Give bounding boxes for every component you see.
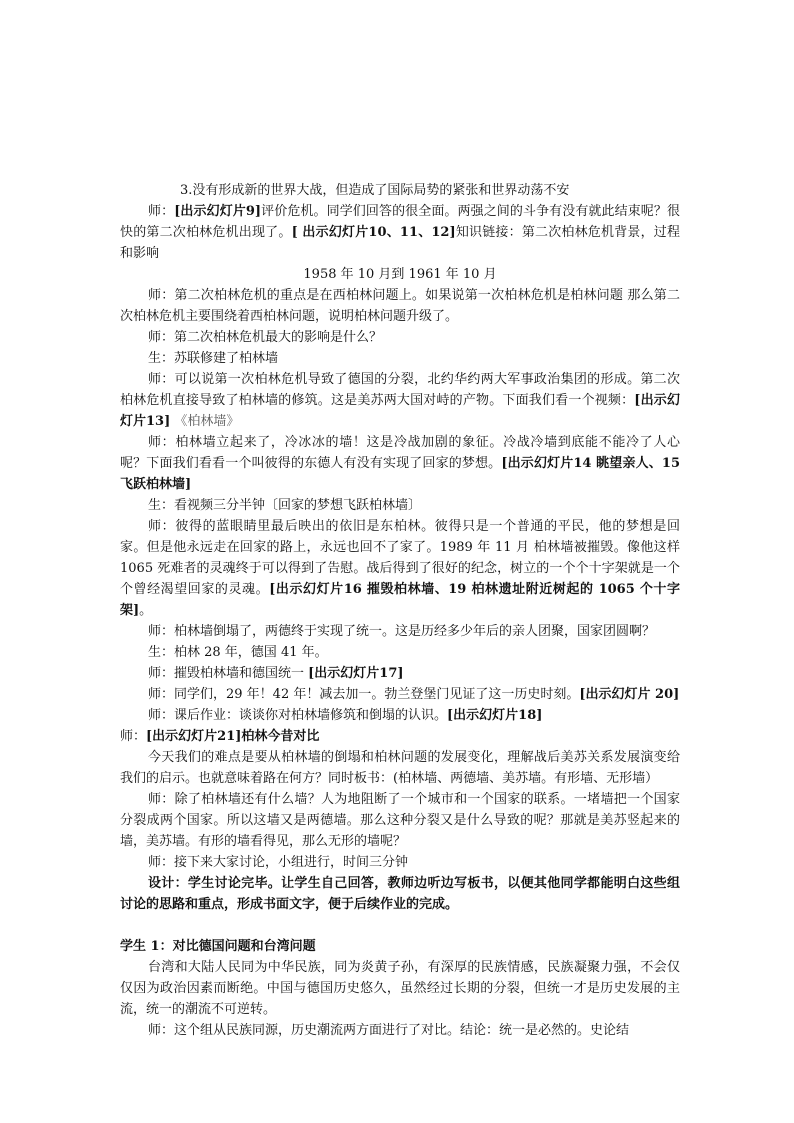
paragraph-second-crisis-focus <box>120 285 680 327</box>
slide-cue: [ 出示幻灯片10、11、12] <box>291 225 456 240</box>
paragraph-other-walls <box>120 789 680 852</box>
text-run: 学生 1：对比德国问题和台湾问题 <box>120 939 316 954</box>
text-run: 3.没有形成新的世界大战，但造成了国际局势的紧张和世界动荡不安 <box>180 183 570 198</box>
text-run: 1958 年 10 月到 1961 年 10 月 <box>303 267 497 282</box>
text-run: 师：第二次柏林危机最大的影响是什么？ <box>148 330 383 345</box>
text-run: 设计：学生讨论完毕。让学生自己回答，教师边听边写板书，以便其他同学都能明白这些组讨论的思路和重点，形成书面文字，便于后续作业的完成。 <box>120 876 680 912</box>
slide-cue: [出示幻灯片16 摧毁柏林墙、19 柏林遗址附近树起的 1065 个十字架] <box>120 582 680 618</box>
text-run: 台湾和大陆人民同为中华民族，同为炎黄子孙，有深厚的民族情感，民族凝聚力强，不会仅仅因为政治因素而断绝。中国与德国历史悠久，虽然经过长期的分裂，但统一才是历史发展的主流，统一的潮流不可逆转。 <box>120 960 680 1017</box>
slide-cue: [出示幻灯片18] <box>447 708 543 723</box>
paragraph-watch-video <box>120 495 680 516</box>
text-run: 师： <box>148 204 175 219</box>
text-run: 师：接下来大家讨论，小组进行，时间三分钟 <box>148 855 409 870</box>
text-run: 师：除了柏林墙还有什么墙？人为地阻断了一个城市和一个国家的联系。一堵墙把一个国家分裂成两个国家。所以这墙又是两德墙。那么这种分裂又是什么导致的呢？那就是美苏竖起来的墙，美苏墙。有形的墙看得见，那么无形的墙呢？ <box>120 792 680 849</box>
paragraph-destroy-wall <box>120 663 680 684</box>
paragraph-teacher-conclusion <box>120 1020 680 1041</box>
paragraph-difficulty <box>120 747 680 789</box>
paragraph-student-answer-wall <box>120 348 680 369</box>
text-run: 生：苏联修建了柏林墙 <box>148 351 279 366</box>
text-run: 知识链接：第二次柏林危机背景，过程和影响 <box>120 225 680 261</box>
paragraph-impact-3 <box>120 180 680 201</box>
text-run: 师：课后作业：谈谈你对柏林墙修筑和倒塌的认识。 <box>148 708 448 723</box>
paragraph-video-intro <box>120 369 680 432</box>
date-range <box>120 264 680 285</box>
text-run: 师：可以说第一次柏林危机导致了德国的分裂，北约华约两大军事政治集团的形成。第二次柏林危机直接导致了柏林墙的修筑。这是美苏两大国对峙的产物。下面我们看一个视频： <box>120 372 680 408</box>
slide-cue: [出示幻灯片14 眺望亲人、15 飞跃柏林墙] <box>120 456 680 492</box>
slide-cue: [出示幻灯片21]柏林今昔对比 <box>146 729 320 744</box>
text-run: 师：彼得的蓝眼睛里最后映出的依旧是东柏林。彼得只是一个普通的平民，他的梦想是回家。但是他永远走在回家的路上，永远也回不了家了。1989 年 11 月 柏林墙被摧毁。像他这样 1065 死难者的灵魂终于可以得到了告慰。战后得到了很好的纪念，树立的一个个十字架就是一个个曾经渴望回家的灵魂。 <box>120 519 680 597</box>
paragraph-design-note <box>120 873 680 915</box>
text-run: 师：柏林墙立起来了，冷冰冰的墙！这是冷战加剧的象征。冷战冷墙到底能不能冷了人心呢？下面我们看看一个叫彼得的东德人有没有实现了回家的梦想。 <box>120 435 680 471</box>
text-run: 师：这个组从民族同源，历史潮流两方面进行了对比。结论：统一是必然的。史论结 <box>148 1023 630 1038</box>
paragraph-discussion <box>120 852 680 873</box>
text-run: 师：第二次柏林危机的重点是在西柏林问题上。如果说第一次柏林危机是柏林问题 那么第二次柏林危机主要围绕着西柏林问题，说明柏林问题升级了。 <box>120 288 680 324</box>
text-run: 师： <box>120 729 147 744</box>
paragraph-homework <box>120 705 680 726</box>
text-run: 今天我们的难点是要从柏林墙的倒塌和柏林问题的发展变化，理解战后美苏关系发展演变给我们的启示。也就意味着路在何方？同时板书：(柏林墙、两德墙、美苏墙。有形墙、无形墙） <box>120 750 680 786</box>
slide-cue: [出示幻灯片 20] <box>579 687 680 702</box>
paragraph-question-impact <box>120 327 680 348</box>
paragraph-student1-heading <box>120 936 680 957</box>
slide-cue: [出示幻灯片17] <box>308 666 404 681</box>
paragraph-wall-symbol <box>120 432 680 495</box>
text-run: 生：看视频三分半钟〔回家的梦想飞跃柏林墙〕 <box>148 498 422 513</box>
text-run: 师：摧毁柏林墙和德国统一 <box>148 666 309 681</box>
slide-cue: [出示幻灯片13] <box>120 393 680 429</box>
video-title: 《柏林墙》 <box>170 414 240 429</box>
text-run: 生：柏林 28 年，德国 41 年。 <box>148 645 328 660</box>
text-run: 。 <box>139 603 153 618</box>
paragraph-peter-story <box>120 516 680 621</box>
text-run: 师：同学们，29 年！42 年！减去加一。勃兰登堡门见证了这一历史时刻。 <box>148 687 580 702</box>
paragraph-reunification <box>120 621 680 642</box>
paragraph-then-now <box>120 726 680 747</box>
document-page <box>120 180 680 1041</box>
paragraph-evaluate-crisis <box>120 201 680 264</box>
paragraph-brandenburg <box>120 684 680 705</box>
text-run: 师：柏林墙倒塌了，两德终于实现了统一。这是历经多少年后的亲人团聚，国家团圆啊？ <box>148 624 656 639</box>
paragraph-taiwan-comparison <box>120 957 680 1020</box>
slide-cue: [出示幻灯片9] <box>174 204 262 219</box>
paragraph-student-years <box>120 642 680 663</box>
text-run: 评价危机。同学们回答的很全面。两强之间的斗争有没有就此结束呢？很快的第二次柏林危机出现了。 <box>120 204 680 240</box>
blank-line <box>120 915 680 936</box>
